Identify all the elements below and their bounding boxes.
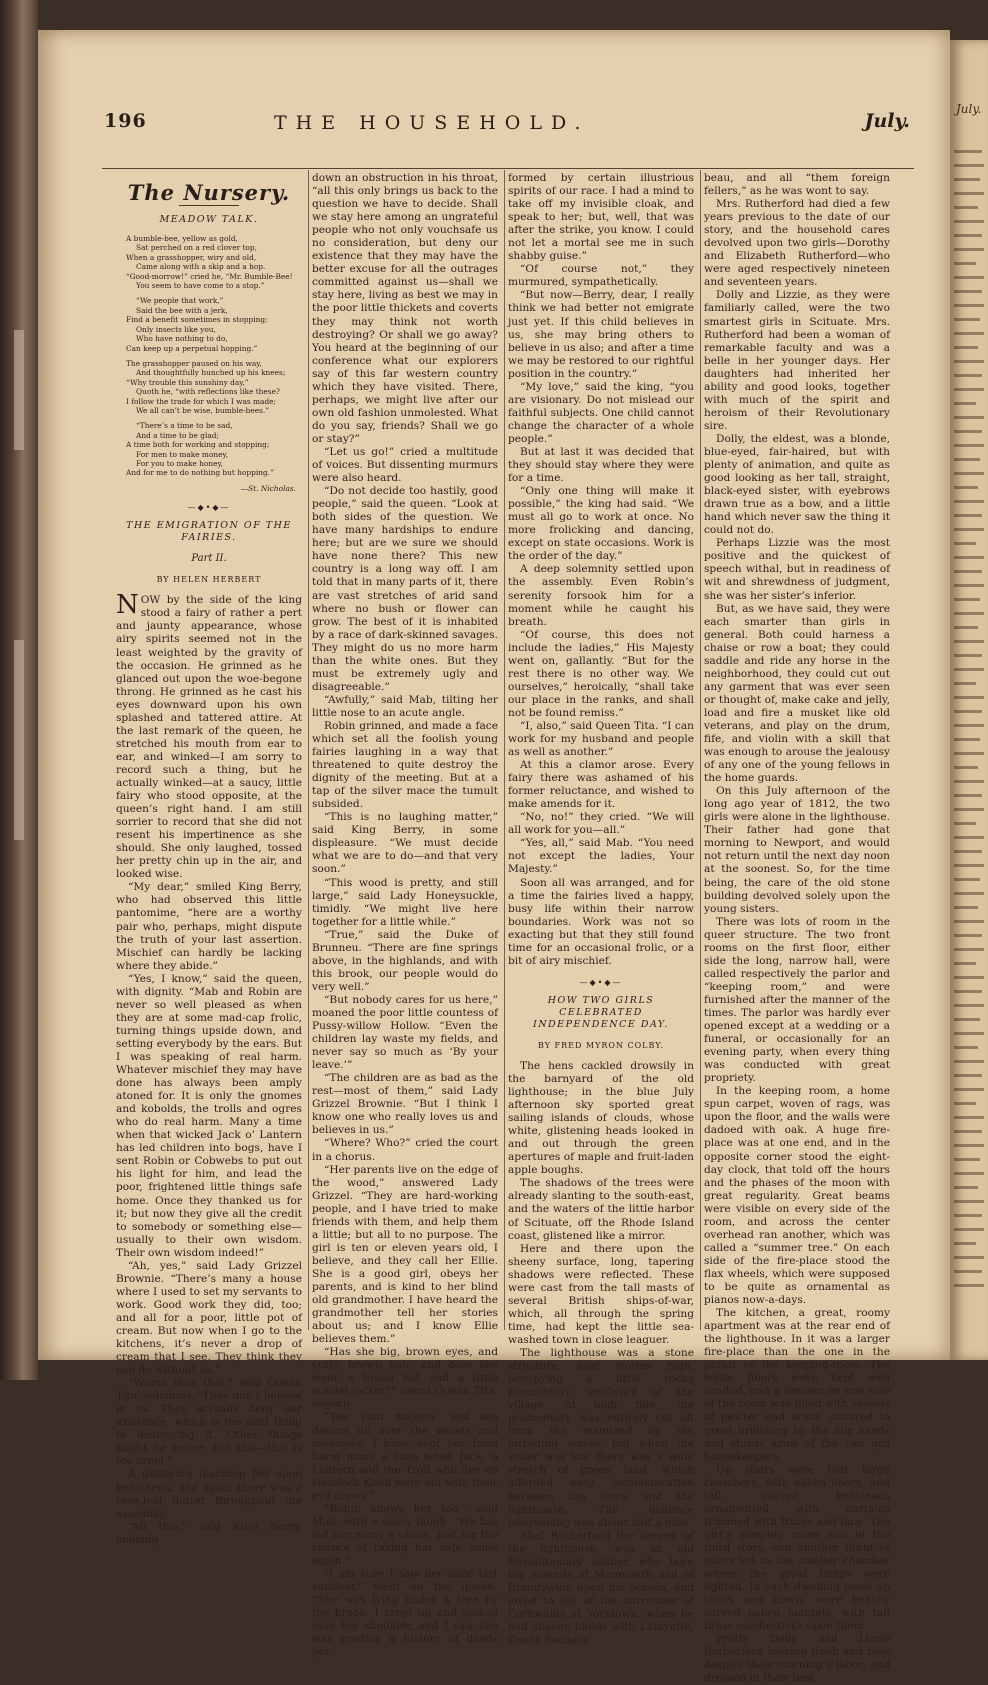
section-title: The Nursery. bbox=[127, 180, 291, 205]
header-rule bbox=[102, 168, 914, 169]
paragraph: “Of course, this does not include the ladies,” His Majesty went on, gallantly. “But for the rest there is no other way. We ourselves,” heroically, “shall take our place in the ranks, and shall not be found remiss.” bbox=[508, 628, 694, 719]
poem-line: Sat perched on a red clover top, bbox=[136, 243, 257, 253]
paragraph: The shadows of the trees were already slanting to the south-east, and the waters of the little harbor of Scituate, off the Rhode Island coast, glistened like a mirror. bbox=[508, 1177, 694, 1242]
paragraph: A deep solemnity settled upon the assembly. Even Robin’s serenity forsook him for a moment while he caught his breath. bbox=[508, 563, 694, 628]
paragraph: NOW by the side of the king stood a fairy of rather a pert and jaunty appearance, whose airy spirits seemed not in the least weighted by the gravity of the occasion. He grinned as he glanced out upon the woe-begone throng. He grinned as he cast his eyes downward upon his own splashed and tattered attire. At the last remark of the queen, he stretched his mouth from ear to ear, and winked—I am sorry to record such a thing, but he actually winked—at a saucy, little fairy who stood opposite, at the queen’s right hand. I am still sorrier to record that she did not resent his impertinence as she should. She only laughed, tossed her pretty chin up in the air, and looked wise. bbox=[116, 590, 302, 881]
poem-line: “There’s a time to be sad, bbox=[136, 421, 233, 431]
paragraph: “Robin knows her too,” said Mab, with a saucy laugh. “He has led her many a chase, just for the chance of taking her safe home again.” bbox=[312, 1502, 498, 1567]
paragraph: “Her parents live on the edge of the wood,” answered Lady Grizzel. “They are hard-working people, and I have tried to make friends with them, and help them a little; but all to no purpose. The girl is ten or eleven years old, I believe, and they call her Ellie. She is a good girl, obeys her parents, and is kind to her blind old grandmother. I have heard the grandmother tell her stories about us; and I know Ellie believes them.” bbox=[312, 1163, 498, 1346]
paragraph: “My love,” said the king, “you are visionary. Do not mislead our faithful subjects. One child cannot change the character of a whole people.” bbox=[508, 380, 694, 445]
paragraph: “Ah, yes,” said Lady Grizzel Brownie. “There’s many a house where I used to set my servants to work. Good work they did, too; and all for a poor, little pot of cream. But now when I go to the kitchens, it’s never a drop of cream that I see. They think they can do without us.” bbox=[116, 1259, 302, 1377]
paragraph: Here and there upon the sheeny surface, long, tapering shadows were reflected. These were cast from the tall masts of several British ships-of-war, which, all through the spring time, had kept the little sea-washed town in close leaguer. bbox=[508, 1242, 694, 1346]
poem-line: The grasshopper paused on his way, bbox=[126, 358, 262, 368]
paragraph: “Of course not,” they murmured, sympathetically. bbox=[508, 263, 694, 289]
paragraph: “I, also,” said Queen Tita. “I can work for my husband and people as well as another.” bbox=[508, 719, 694, 759]
column-2 bbox=[312, 172, 498, 1659]
paragraph: Dolly and Lizzie, as they were familiarly called, were the two smartest girls in Scituate. Mrs. Rutherford had been a woman of remarkable faculty and was a belle in her younger days. Her daughters had inherited her ability and good looks, together with much of the spirit and heroism of their Revolutionary sire. bbox=[704, 289, 890, 432]
poem-line: “We people that work,” bbox=[136, 296, 224, 306]
paragraph: On this July afternoon of the long ago year of 1812, the two girls were alone in the lighthouse. Their father had gone that morning to Newport, and would not return until the next day noon at the soonest. So, for the time being, the care of the old stone building devolved solely upon the young sisters. bbox=[704, 785, 890, 915]
page-month: July. bbox=[864, 110, 910, 132]
ornament-divider: —◆•◆— bbox=[579, 977, 623, 987]
paragraph: “True,” said the Duke of Brunneu. “There are fine springs above, in the highlands, and with this brook, our people would do very well.” bbox=[312, 928, 498, 993]
paragraph: beau, and all “them foreign fellers,” as he was wont to say. bbox=[704, 172, 890, 198]
story-title: HOW TWO GIRLS CELEBRATED INDEPENDENCE DAY. bbox=[532, 994, 669, 1030]
column-3 bbox=[508, 172, 694, 1647]
poem-line: For men to make money, bbox=[136, 449, 229, 459]
paragraph: Perhaps Lizzie was the most positive and the quickest of speech withal, but in readiness of wit and shrewdness of judgment, she was her sister’s inferior. bbox=[704, 537, 890, 602]
paragraph: “Yes, I know,” said the queen, with dignity. “Mab and Robin are never so well pleased as when they are at some mad-cap frolic, turning things upside down, and setting everybody by the ears. But I was speaking of real harm. Whatever mischief they may have done has always been amply atoned for. It is only the gnomes and kobolds, the trolls and ogres who do real harm. Many a time when that wicked Jack o’ Lantern has led children into bogs, have I sent Robin or Cobwebs to put out his light for him, and lead the poor, frightened little things safe home. Once they thanked us for it; but now they give all the credit to somebody or something else—usually to their own wisdom. Their own wisdom indeed!” bbox=[116, 972, 302, 1259]
paragraph: “Where? Who?” cried the court in a chorus. bbox=[312, 1137, 498, 1163]
paragraph: The hens cackled drowsily in the barnyard of the old lighthouse; in the blue July afternoon sky sported great sailing islands of clouds, whose white, glistening heads looked in and out through the green apertures of maple and fruit-laden apple boughs. bbox=[508, 1059, 694, 1177]
paragraph: The lighthouse was a stone structure, four stories high, occupying a little rocky promontory westward of the village. At high tide, the promontory was entirely cut off from the mainland by the intruding waves, but when the water was low there was a wide stretch of green land, which afforded easy communication between the town and the lighthouse. The distance intervening was about half a mile. bbox=[508, 1346, 694, 1529]
paragraph: But at last it was decided that they should stay where they were for a time. bbox=[508, 445, 694, 485]
paragraph: Abel Rutherford the keeper of the lighthouse, was an old Revolutionary soldier, who bore the wounds of Monmouth and of Brandywine upon his person, and loved to tell of the surrender of Cornwallis at Yorktown, when he had shaken hands with Lafayette, Count Rocham- bbox=[508, 1529, 694, 1647]
paragraph: Soon all was arranged, and for a time the fairies lived a happy, busy life within their narrow boundaries. Work was not so exacting but that they still found time for an occasional frolic, or a bit of airy mischief. bbox=[508, 876, 694, 967]
poem-line: For you to make honey, bbox=[136, 458, 224, 468]
paragraph: “But now—Berry, dear, I really think we had better not emigrate just yet. If this child believes in us, she may bring others to believe in us also; and after a time we may be restored to our rightful position in the country.” bbox=[508, 289, 694, 380]
poem-line: Came along with a skip and a hop. bbox=[136, 262, 266, 272]
paragraph: A glittering teardrop fell upon her cheek, and again there was a rose-leaf flutter throughout the assembly. bbox=[116, 1468, 302, 1520]
poem-signature: —St. Nicholas. bbox=[240, 483, 296, 493]
poem-line: I follow the trade for which I was made; bbox=[126, 396, 277, 406]
poem-title: MEADOW TALK. bbox=[159, 214, 259, 226]
paragraph: “No, no!” they cried. “We will all work for you—all.” bbox=[508, 811, 694, 837]
book-binding bbox=[0, 0, 38, 1380]
paragraph: Up stairs were four large chambers, with oaken floors, and tall, carved bedsteads ornamented with curtains trimmed with fringe and lace. The girl’s sleeping room was in the third story, and another flight of stairs led to the smaller chamber where the great lamps were lighted. In each dwelling room up stairs and down, were heavily carved oaken mantels, with tall brass candlesticks upon them. bbox=[704, 1463, 890, 1633]
paragraph: In the keeping room, a home spun carpet, woven of rags, was upon the floor, and the walls were dadoed with oak. A huge fire-place was at one end, and in the opposite corner stood the eight-day clock, that told off the hours and the phases of the moon with great regularity. Great beams were visible on every side of the room, and across the center overhead ran another, which was called a “summer tree.” On each side of the fire-place stood the flax wheels, which were supposed to be quite as ornamental as pianos now-a-days. bbox=[704, 1085, 890, 1307]
paragraph: Pretty Dolly and Lizzie Rutherford looking fresh and rosy despite their morning’s labor, and dressed in their best bbox=[704, 1633, 890, 1685]
paragraph: There was lots of room in the queer structure. The two front rooms on the first floor, either side the long, narrow hall, were called respectively the parlor and “keeping room,” and were furnished after the manner of the times. The parlor was hardly ever opened except at a wedding or a funeral, or occasionally for an evening party, when every thing was conducted with great propriety. bbox=[704, 915, 890, 1085]
facing-page-header: July. bbox=[956, 102, 982, 116]
poem-stanza bbox=[126, 234, 302, 290]
poem-line: Who have nothing to do, bbox=[136, 334, 228, 344]
poem-stanza bbox=[126, 421, 302, 477]
paragraph: “The children are as bad as the rest—most of them,” said Lady Grizzel Brownie. “But I think I know one who really loves us and believes in us.” bbox=[312, 1072, 498, 1137]
poem-line: We all can’t be wise, bumble-bees.” bbox=[136, 405, 270, 415]
ornament-divider: —◆•◆— bbox=[187, 503, 231, 513]
paragraph: “This is no laughing matter,” said King Berry, in some displeasure. “We must decide what we are to do—and that very soon.” bbox=[312, 811, 498, 876]
poem-line: “Good-morrow!” cried he, “Mr. Bumble-Bee! bbox=[126, 271, 293, 281]
poem-line: Find a benefit sometimes in stopping; bbox=[126, 315, 268, 325]
paragraph: At this a clamor arose. Every fairy there was ashamed of his former reluctance, and wished to make amends for it. bbox=[508, 759, 694, 811]
paragraph: “Let us go!” cried a multitude of voices. But dissenting murmurs were also heard. bbox=[312, 445, 498, 485]
story-part: Part II. bbox=[191, 553, 227, 565]
paragraph: Mrs. Rutherford had died a few years previous to the date of our story, and the household cares devolved upon two girls—Dorothy and Elizabeth Rutherford—who were aged respectively nineteen and seventeen years. bbox=[704, 198, 890, 289]
paragraph: “Awfully,” said Mab, tilting her little nose to an acute angle. bbox=[312, 693, 498, 719]
poem-line: And thoughtfully hunched up his knees; bbox=[136, 368, 286, 378]
poem bbox=[126, 234, 302, 493]
paragraph: The kitchen, a great, roomy apartment was at the rear end of the lighthouse. In it was a larger fire-place than the one in the parlor or the keeping-room. The white floors were kept well sanded, and a dresser on one side of the room was filled with vessels of pewter and brass, scoured to great brilliancy by the fair hands and sturdy arms of the two girl housekeepers. bbox=[704, 1307, 890, 1463]
paragraph: But, as we have said, they were each smarter than girls in general. Both could harness a chaise or row a boat; they could saddle and ride any horse in the neighborhood, they could cut out any garment that was ever seen or thought of, make cake and jelly, load and fire a musket like old veterans, and play on the drum, fife, and violin with a skill that was enough to arouse the jealousy of any one of the young fellows in the home guards. bbox=[704, 602, 890, 785]
poem-line: “Why trouble this sunshiny day,” bbox=[126, 377, 249, 387]
poem-line: Said the bee with a jerk, bbox=[136, 305, 228, 315]
paragraph: Robin grinned, and made a face which set all the foolish young fairies laughing in a way that threatened to quite destroy the dignity of the meeting. But at a tap of the silver mace the tumult subsided. bbox=[312, 719, 498, 811]
paragraph: “All this,” said King Berry, choking bbox=[116, 1520, 302, 1546]
paragraph: Dolly, the eldest, was a blonde, blue-eyed, fair-haired, but with plenty of animation, and quite as good looking as her tall, straight, black-eyed sister, with eyebrows drawn true as a bow, and a little hand which never saw the thing it could not do. bbox=[704, 432, 890, 537]
paragraph: “Worse than that,” said Queen Tita, solemnly. “They don’t believe in us. They actually deny our existence, which is the next thing to destroying it. Other things might be borne; but this—this is too cruel.” bbox=[116, 1377, 302, 1468]
paragraph: “Has she big, brown eyes, and curly, brown hair; and does she wear a broad hat and a little scarlet jacket?” asked Queen Tita, eagerly. bbox=[312, 1346, 498, 1411]
page-header bbox=[38, 110, 950, 140]
story-byline: BY FRED MYRON COLBY. bbox=[537, 1040, 665, 1050]
column-divider bbox=[504, 170, 505, 1330]
column-divider bbox=[700, 170, 701, 1330]
paragraph: “Yes, your majesty; and she dances all over the woods and meadows. I have kept her from harm many a time when Jack ’o Lantern and the Troll who live on Hemlock Knoll were out with their evil crews.” bbox=[312, 1411, 498, 1502]
poem-line: And a time to be glad; bbox=[136, 430, 219, 440]
paragraph: “Only one thing will make it possible,” the king had said. “We must all go to work at once. No more frolicking and dancing, except on state occasions. Work is the order of the day.” bbox=[508, 485, 694, 563]
poem-line: Only insects like you, bbox=[136, 324, 216, 334]
poem-line: A time both for working and stopping; bbox=[126, 440, 270, 450]
column-4 bbox=[704, 172, 890, 1685]
poem-line: A bumble-bee, yellow as gold, bbox=[126, 234, 238, 244]
column-divider bbox=[308, 170, 309, 1330]
paragraph: “My dear,” smiled King Berry, who had observed this little pantomime, “here are a worthy pair who, perhaps, might dispute the truth of your last assertion. Mischief can hardly be lacking where they abide.” bbox=[116, 881, 302, 972]
paragraph: “But nobody cares for us here,” moaned the poor little countess of Pussy-willow Hollow. “Even the children lay waste my fields, and never say so much as ‘By your leave.’” bbox=[312, 993, 498, 1072]
story-byline: BY HELEN HERBERT bbox=[156, 575, 262, 585]
poem-stanza bbox=[126, 296, 302, 352]
paragraph: formed by certain illustrious spirits of our race. I had a mind to take off my invisible cloak, and speak to her; but, well, that was after the strike, you know. I could not let a mortal see me in such shabby guise.” bbox=[508, 172, 694, 263]
story-title: THE EMIGRATION OF THE FAIRIES. bbox=[126, 520, 292, 544]
paragraph: down an obstruction in his throat, “all this only brings us back to the question we have to decide. Shall we stay here among an ungrateful people who not only vouchsafe us no consideration, but deny our existence that they may have the better excuse for all the outrages committed against us—shall we stay here, living as best we may in the poor little thickets and coverts they may think not worth destroying? Or shall we go away? You heard at the beginning of our conference what our explorers say of this far western country which they have visited. There, perhaps, we might live after our own old fashion unmolested. What do you say, friends? Shall we go or stay?” bbox=[312, 172, 498, 445]
poem-line: When a grasshopper, wiry and old, bbox=[126, 252, 257, 262]
paragraph: “Yes, all,” said Mab. “You need not except the ladies, Your Majesty.” bbox=[508, 837, 694, 876]
page-number: 196 bbox=[104, 110, 147, 132]
paragraph: “This wood is pretty, and still large,” said Lady Honeysuckle, timidly. “We might live here together for a little while.” bbox=[312, 876, 498, 928]
facing-page-edge bbox=[950, 40, 988, 1360]
section-rule bbox=[179, 205, 239, 206]
paragraph: “Do not decide too hastily, good people,” said the queen. “Look at both sides of the question. We have many hardships to endure here; but are we sure we should have none there? This new country is a long way off. I am told that in many parts of it, there are vast stretches of arid sand where no bush or flower can grow. The best of it is inhabited by a race of dark-skinned savages. They might do us no more harm than the white ones. But they must be extremely ugly and disagreeable.” bbox=[312, 485, 498, 693]
paragraph: “I am sure I saw her once last summer,” went on the queen. “She was lying under a tree by the brook. I crept up and looked over her shoulder, and I saw she was reading a history of deeds per- bbox=[312, 1568, 498, 1659]
magazine-page bbox=[38, 30, 950, 1685]
column-1 bbox=[116, 172, 302, 1546]
poem-line: Can keep up a perpetual hopping.” bbox=[126, 343, 258, 353]
poem-line: You seem to have come to a stop.” bbox=[136, 281, 265, 291]
poem-line: And for me to do nothing but hopping.” bbox=[126, 468, 274, 478]
page-title: THE HOUSEHOLD. bbox=[274, 112, 590, 134]
poem-stanza bbox=[126, 359, 302, 415]
poem-line: Quoth he, “with reflections like these? bbox=[136, 387, 280, 397]
